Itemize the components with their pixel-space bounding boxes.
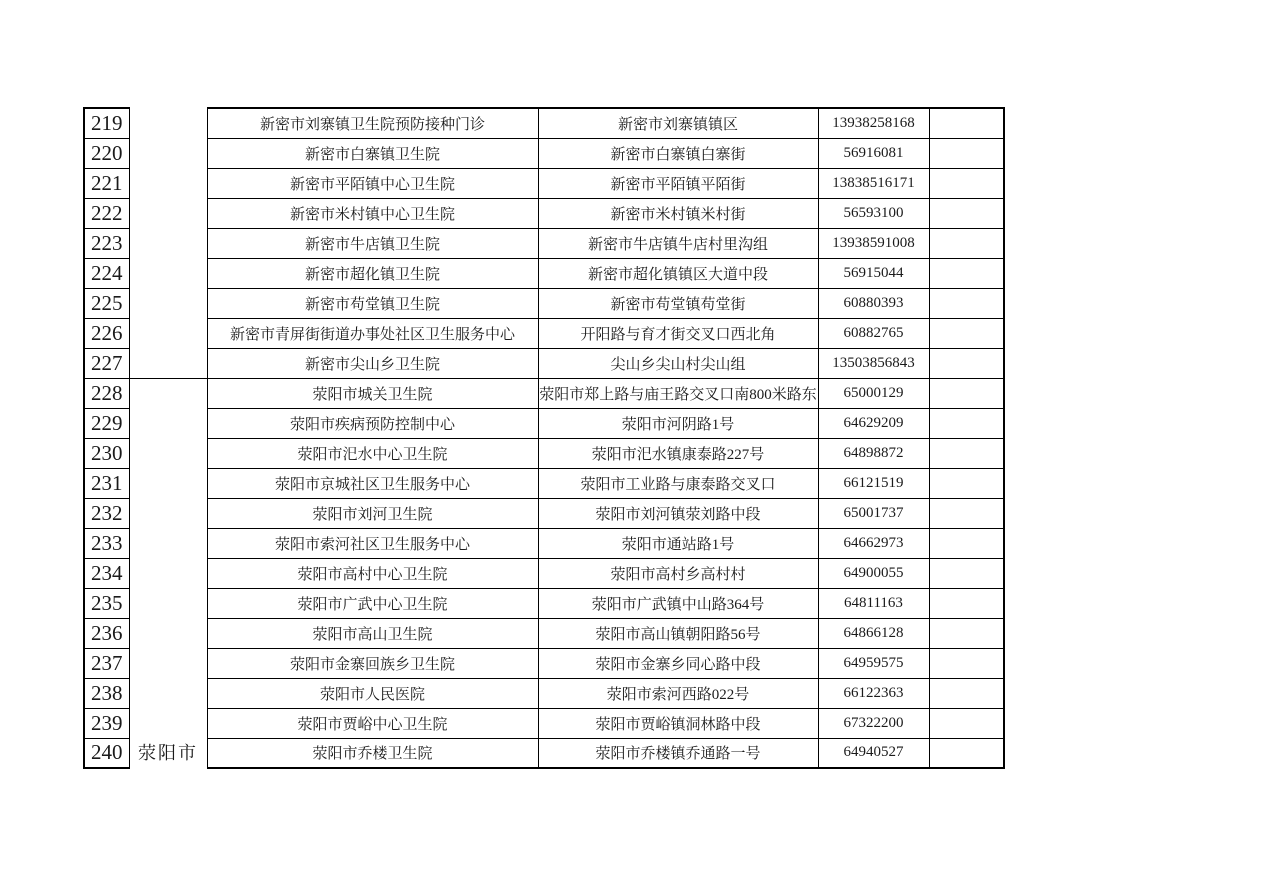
institution-cell: 新密市刘寨镇卫生院预防接种门诊 [207,108,538,138]
empty-cell [929,378,1004,408]
institution-cell: 荥阳市高村中心卫生院 [207,558,538,588]
row-number-cell: 240 [84,738,129,768]
table-row [84,198,1004,228]
empty-cell [929,588,1004,618]
address-cell: 荥阳市金寨乡同心路中段 [538,648,818,678]
phone-cell: 60882765 [818,318,929,348]
institution-cell: 荥阳市广武中心卫生院 [207,588,538,618]
institution-cell: 荥阳市人民医院 [207,678,538,708]
address-cell: 新密市苟堂镇苟堂街 [538,288,818,318]
row-number-cell: 238 [84,678,129,708]
phone-cell: 64811163 [818,588,929,618]
phone-cell: 56916081 [818,138,929,168]
empty-cell [929,198,1004,228]
institution-cell: 荥阳市金寨回族乡卫生院 [207,648,538,678]
empty-cell [929,558,1004,588]
institution-cell: 新密市苟堂镇卫生院 [207,288,538,318]
institution-roster-table [83,107,1005,769]
phone-cell: 65000129 [818,378,929,408]
table-row [84,378,1004,408]
address-cell: 荥阳市郑上路与庙王路交叉口南800米路东 [538,378,818,408]
document-page-table-region [83,107,1005,769]
row-number-cell: 235 [84,588,129,618]
table-row [84,528,1004,558]
row-number-cell: 229 [84,408,129,438]
address-cell: 新密市米村镇米村街 [538,198,818,228]
table-row [84,648,1004,678]
institution-cell: 新密市青屏街街道办事处社区卫生服务中心 [207,318,538,348]
empty-cell [929,138,1004,168]
phone-cell: 64662973 [818,528,929,558]
row-number-cell: 224 [84,258,129,288]
institution-cell: 荥阳市汜水中心卫生院 [207,438,538,468]
address-cell: 荥阳市索河西路022号 [538,678,818,708]
row-number-cell: 231 [84,468,129,498]
institution-cell: 荥阳市贾峪中心卫生院 [207,708,538,738]
row-number-cell: 239 [84,708,129,738]
institution-cell: 荥阳市疾病预防控制中心 [207,408,538,438]
row-number-cell: 226 [84,318,129,348]
city-group-label: 荥阳市 [138,743,198,763]
empty-cell [929,168,1004,198]
phone-cell: 64866128 [818,618,929,648]
row-number-cell: 230 [84,438,129,468]
phone-cell: 56915044 [818,258,929,288]
institution-cell: 荥阳市京城社区卫生服务中心 [207,468,538,498]
table-row [84,288,1004,318]
institution-cell: 新密市牛店镇卫生院 [207,228,538,258]
empty-cell [929,738,1004,768]
phone-cell: 64940527 [818,738,929,768]
address-cell: 尖山乡尖山村尖山组 [538,348,818,378]
phone-cell: 13938591008 [818,228,929,258]
empty-cell [929,318,1004,348]
empty-cell [929,288,1004,318]
empty-cell [929,108,1004,138]
empty-cell [929,648,1004,678]
institution-cell: 荥阳市索河社区卫生服务中心 [207,528,538,558]
row-number-cell: 219 [84,108,129,138]
address-cell: 开阳路与育才街交叉口西北角 [538,318,818,348]
institution-cell: 新密市米村镇中心卫生院 [207,198,538,228]
table-row [84,138,1004,168]
address-cell: 新密市牛店镇牛店村里沟组 [538,228,818,258]
institution-cell: 新密市尖山乡卫生院 [207,348,538,378]
address-cell: 新密市超化镇镇区大道中段 [538,258,818,288]
table-row [84,738,1004,768]
table-row [84,348,1004,378]
table-row [84,258,1004,288]
address-cell: 新密市平陌镇平陌街 [538,168,818,198]
row-number-cell: 220 [84,138,129,168]
institution-cell: 荥阳市乔楼卫生院 [207,738,538,768]
row-number-cell: 227 [84,348,129,378]
address-cell: 荥阳市河阴路1号 [538,408,818,438]
empty-cell [929,468,1004,498]
address-cell: 荥阳市通站路1号 [538,528,818,558]
address-cell: 荥阳市高山镇朝阳路56号 [538,618,818,648]
table-row [84,678,1004,708]
row-number-cell: 234 [84,558,129,588]
address-cell: 荥阳市贾峪镇洞林路中段 [538,708,818,738]
institution-cell: 荥阳市刘河卫生院 [207,498,538,528]
row-number-cell: 237 [84,648,129,678]
row-number-cell: 221 [84,168,129,198]
phone-cell: 64959575 [818,648,929,678]
table-row [84,318,1004,348]
empty-cell [929,348,1004,378]
table-row [84,468,1004,498]
address-cell: 荥阳市广武镇中山路364号 [538,588,818,618]
empty-cell [929,708,1004,738]
row-number-cell: 232 [84,498,129,528]
address-cell: 荥阳市工业路与康泰路交叉口 [538,468,818,498]
phone-cell: 13838516171 [818,168,929,198]
table-row [84,558,1004,588]
city-group-cell-xingyang [129,378,207,768]
phone-cell: 65001737 [818,498,929,528]
table-row [84,408,1004,438]
empty-cell [929,498,1004,528]
row-number-cell: 236 [84,618,129,648]
table-row [84,228,1004,258]
empty-cell [929,678,1004,708]
phone-cell: 64898872 [818,438,929,468]
table-row [84,168,1004,198]
empty-cell [929,408,1004,438]
phone-cell: 64900055 [818,558,929,588]
row-number-cell: 225 [84,288,129,318]
institution-cell: 荥阳市高山卫生院 [207,618,538,648]
phone-cell: 66121519 [818,468,929,498]
empty-cell [929,618,1004,648]
address-cell: 新密市刘寨镇镇区 [538,108,818,138]
empty-cell [929,528,1004,558]
table-row [84,618,1004,648]
institution-cell: 新密市超化镇卫生院 [207,258,538,288]
empty-cell [929,258,1004,288]
empty-cell [929,228,1004,258]
institution-cell: 新密市平陌镇中心卫生院 [207,168,538,198]
phone-cell: 56593100 [818,198,929,228]
phone-cell: 60880393 [818,288,929,318]
city-group-cell-continued [129,108,207,378]
address-cell: 新密市白寨镇白寨街 [538,138,818,168]
phone-cell: 66122363 [818,678,929,708]
row-number-cell: 233 [84,528,129,558]
empty-cell [929,438,1004,468]
table-row [84,438,1004,468]
row-number-cell: 223 [84,228,129,258]
phone-cell: 13938258168 [818,108,929,138]
row-number-cell: 222 [84,198,129,228]
address-cell: 荥阳市高村乡高村村 [538,558,818,588]
institution-cell: 荥阳市城关卫生院 [207,378,538,408]
address-cell: 荥阳市刘河镇荥刘路中段 [538,498,818,528]
phone-cell: 13503856843 [818,348,929,378]
institution-cell: 新密市白寨镇卫生院 [207,138,538,168]
address-cell: 荥阳市汜水镇康泰路227号 [538,438,818,468]
table-row [84,588,1004,618]
table-row [84,708,1004,738]
table-row [84,108,1004,138]
phone-cell: 64629209 [818,408,929,438]
table-row [84,498,1004,528]
address-cell: 荥阳市乔楼镇乔通路一号 [538,738,818,768]
phone-cell: 67322200 [818,708,929,738]
row-number-cell: 228 [84,378,129,408]
